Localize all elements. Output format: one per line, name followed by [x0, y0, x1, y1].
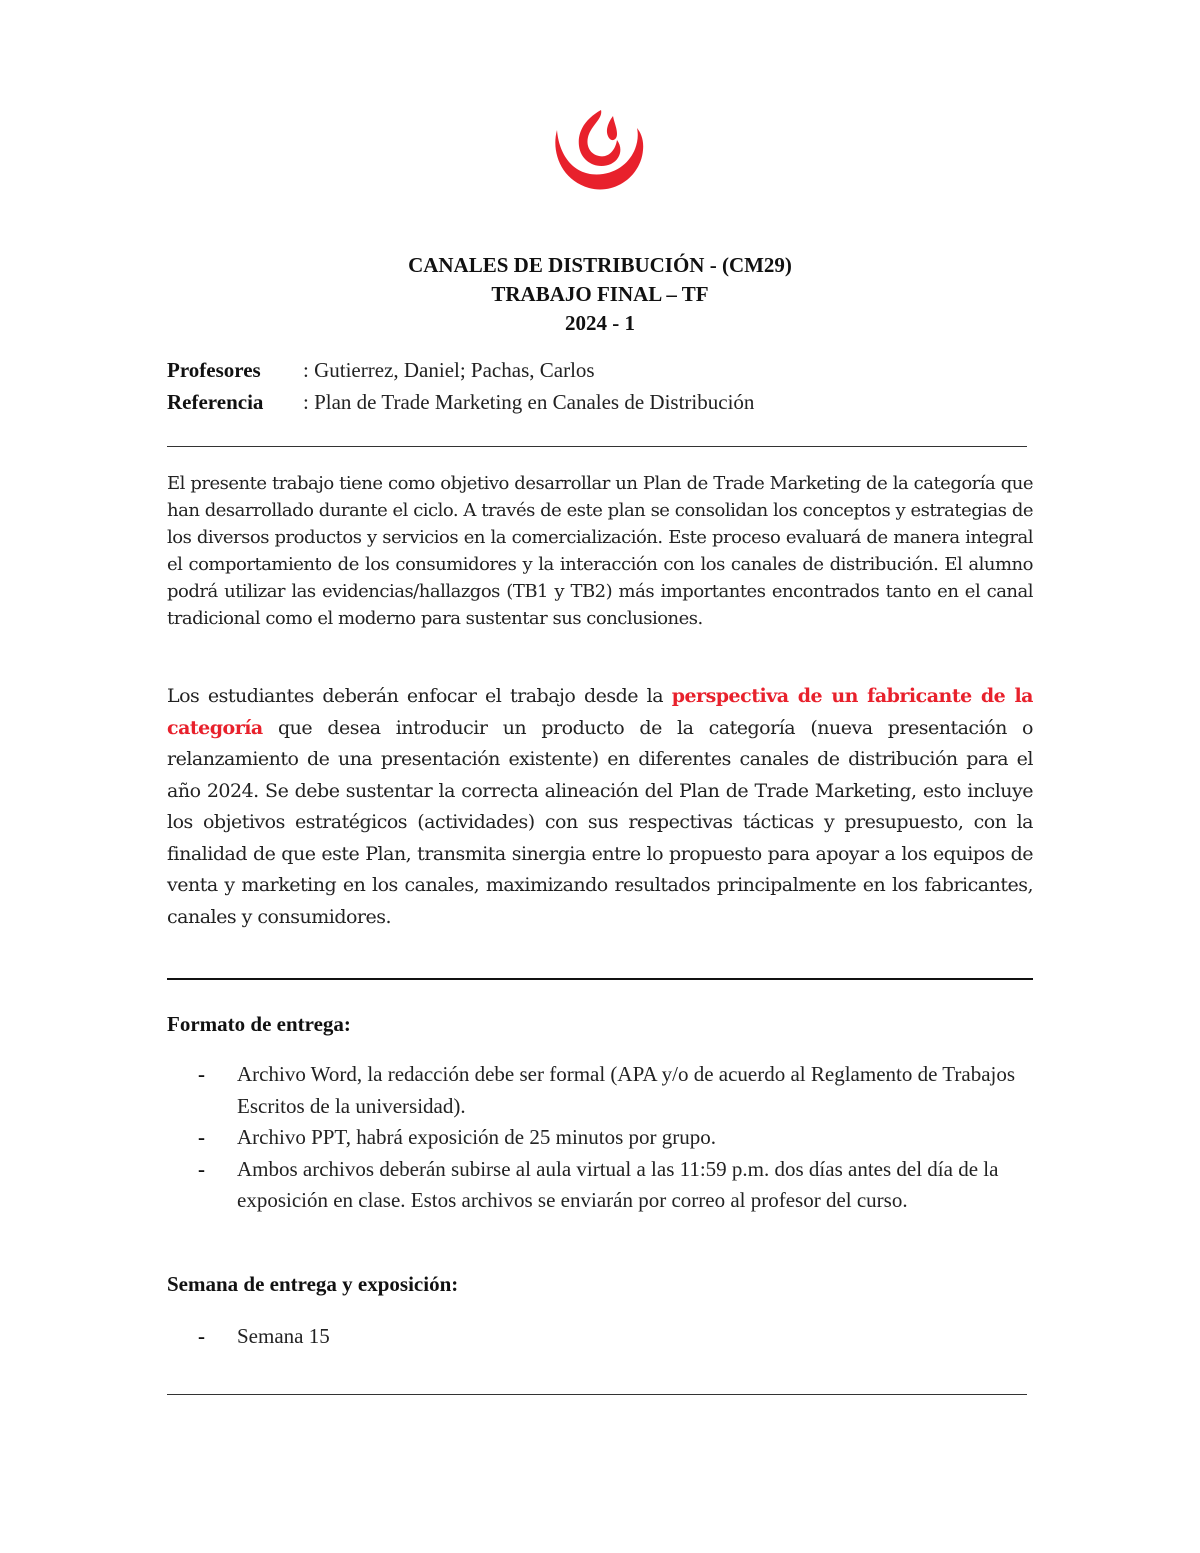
list-item [198, 1154, 1036, 1217]
professors-row [167, 358, 595, 383]
divider [167, 978, 1033, 980]
list-item [198, 1122, 1036, 1154]
list-item-text: Archivo PPT, habrá exposición de 25 minutos por grupo. [237, 1125, 717, 1149]
bullet: - [198, 1324, 205, 1348]
reference-value: : Plan de Trade Marketing en Canales de Distribución [303, 390, 755, 414]
term-title: 2024 - 1 [565, 311, 635, 335]
list-item [198, 1059, 1036, 1122]
document-title [0, 251, 1200, 338]
flame-logo-icon [551, 108, 647, 192]
body-paragraph [167, 681, 1033, 933]
week-heading: Semana de entrega y exposición: [167, 1272, 459, 1296]
bullet: - [198, 1156, 205, 1181]
week-list [198, 1321, 1036, 1353]
reference-label: Referencia [167, 390, 264, 414]
intro-paragraph: El presente trabajo tiene como objetivo desarrollar un Plan de Trade Marketing de la categoría que han desarrollado durante el ciclo. A través de este plan se consolidan los conceptos y estrategias de los diversos productos y servicios en la comercialización. Este proceso evaluará de manera integral el comportamiento de los consumidores y la interacción con los canales de distribución. El alumno podrá utilizar las evidencias/hallazgos (TB1 y TB2) más importantes encontrados tanto en el canal tradicional como el moderno para sustentar sus conclusiones. [167, 473, 1033, 629]
professors-value: : Gutierrez, Daniel; Pachas, Carlos [303, 358, 595, 382]
list-item-text: Semana 15 [237, 1324, 330, 1348]
reference-row [167, 390, 754, 415]
delivery-heading: Formato de entrega: [167, 1012, 351, 1036]
body-text-start: Los estudiantes deberán enfocar el trabajo desde la [167, 685, 672, 707]
list-item-text: Ambos archivos deberán subirse al aula virtual a las 11:59 p.m. dos días antes del día de la exposición en clase. Estos archivos se enviarán por correo al profesor del curso. [237, 1156, 999, 1212]
body-text-end: que desea introducir un producto de la categoría (nueva presentación o relanzamiento de una presentación existente) en diferentes canales de distribución para el año 2024. Se debe sustentar la correcta alineación del Plan de Trade Marketing, esto incluye los objetivos estratégicos (actividades) con sus respectivas tácticas y presupuesto, con la finalidad de que este Plan, transmita sinergia entre lo propuesto para apoyar a los equipos de venta y marketing en los canales, maximizando resultados principalmente en los fabricantes, canales y consumidores. [167, 716, 1033, 928]
divider [167, 446, 1027, 447]
bullet: - [198, 1062, 205, 1086]
professors-label: Profesores [167, 358, 261, 382]
list-item-text: Archivo Word, la redacción debe ser formal (APA y/o de acuerdo al Reglamento de Trabajos Escritos de la universidad). [237, 1062, 1016, 1118]
highlighted-text: perspectiva de un fabricante de la categoría [167, 685, 1033, 739]
divider [167, 1394, 1027, 1395]
delivery-list [198, 1059, 1036, 1217]
course-title: CANALES DE DISTRIBUCIÓN - (CM29) [408, 253, 792, 277]
list-item [198, 1321, 1036, 1353]
work-title: TRABAJO FINAL – TF [491, 282, 709, 306]
bullet: - [198, 1125, 205, 1149]
